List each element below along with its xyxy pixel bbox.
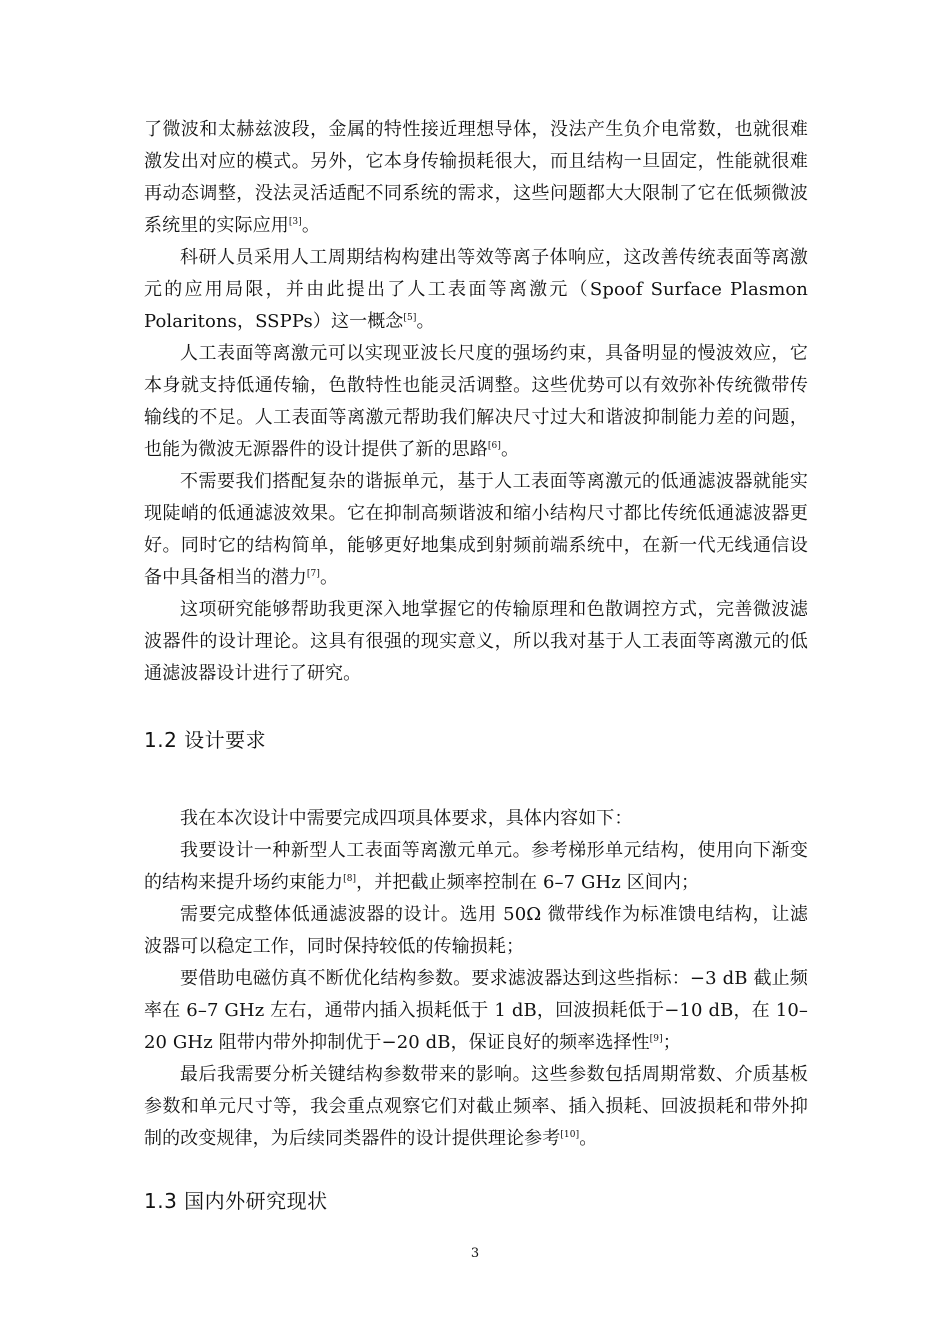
citation-9: [9] — [649, 1034, 663, 1044]
paragraph-requirement-optimization: 要借助电磁仿真不断优化结构参数。要求滤波器达到这些指标：−3 dB 截止频率在 6–7 GHz 左右，通带内插入损耗低于 1 dB，回波损耗低于−10 dB，在 10–20 GHz 阻带内带外抑制优于−20 dB，保证良好的频率选择性[9]； — [144, 968, 808, 1053]
citation-3: [3] — [288, 217, 302, 227]
paragraph-research-significance: 这项研究能够帮助我更深入地掌握它的传输原理和色散调控方式，完善微波滤波器件的设计理论。这具有很强的现实意义，所以我对基于人工表面等离激元的低通滤波器设计进行了研究。 — [144, 599, 808, 684]
citation-10: [10] — [560, 1130, 580, 1140]
paragraph-spp-concept: 科研人员采用人工周期结构构建出等效等离子体响应，这改善传统表面等离激元的应用局限，并由此提出了人工表面等离激元（Spoof Surface Plasmon Polaritons，SSPPs）这一概念[5]。 — [144, 247, 808, 332]
document-body — [144, 114, 808, 1214]
page-number: 3 — [470, 1246, 480, 1261]
section-heading-1-2: 1.2 设计要求 — [144, 728, 267, 752]
section-1-2-body — [144, 803, 808, 1155]
paragraph-requirement-analysis: 最后我需要分析关键结构参数带来的影响。这些参数包括周期常数、介质基板参数和单元尺寸等，我会重点观察它们对截止频率、插入损耗、回波损耗和带外抑制的改变规律，为后续同类器件的设计提供理论参考[10]。 — [144, 1064, 808, 1149]
paragraph-requirement-unit: 我要设计一种新型人工表面等离激元单元。参考梯形单元结构，使用向下渐变的结构来提升场约束能力[8]，并把截止频率控制在 6–7 GHz 区间内； — [144, 840, 808, 893]
paragraph-requirement-filter: 需要完成整体低通滤波器的设计。选用 50Ω 微带线作为标准馈电结构，让滤波器可以稳定工作，同时保持较低的传输损耗； — [144, 904, 808, 957]
citation-8: [8] — [343, 874, 357, 884]
citation-7: [7] — [306, 569, 320, 579]
paragraph-continued: 了微波和太赫兹波段，金属的特性接近理想导体，没法产生负介电常数，也就很难激发出对应的模式。另外，它本身传输损耗很大，而且结构一旦固定，性能就很难再动态调整，没法灵活适配不同系统的需求，这些问题都大大限制了它在低频微波系统里的实际应用[3]。 — [144, 119, 808, 236]
citation-5: [5] — [403, 313, 417, 323]
section-heading-1-3: 1.3 国内外研究现状 — [144, 1189, 328, 1213]
paragraph-requirements-intro: 我在本次设计中需要完成四项具体要求，具体内容如下： — [180, 808, 633, 829]
paragraph-spp-advantages: 人工表面等离激元可以实现亚波长尺度的强场约束，具备明显的慢波效应，它本身就支持低通传输，色散特性也能灵活调整。这些优势可以有效弥补传统微带传输线的不足。人工表面等离激元帮助我们解决尺寸过大和谐波抑制能力差的问题，也能为微波无源器件的设计提供了新的思路[6]。 — [144, 343, 808, 460]
paragraph-lowpass-filter: 不需要我们搭配复杂的谐振单元，基于人工表面等离激元的低通滤波器就能实现陡峭的低通滤波效果。它在抑制高频谐波和缩小结构尺寸都比传统低通滤波器更好。同时它的结构简单，能够更好地集成到射频前端系统中，在新一代无线通信设备中具备相当的潜力[7]。 — [144, 471, 808, 588]
citation-6: [6] — [487, 441, 501, 451]
